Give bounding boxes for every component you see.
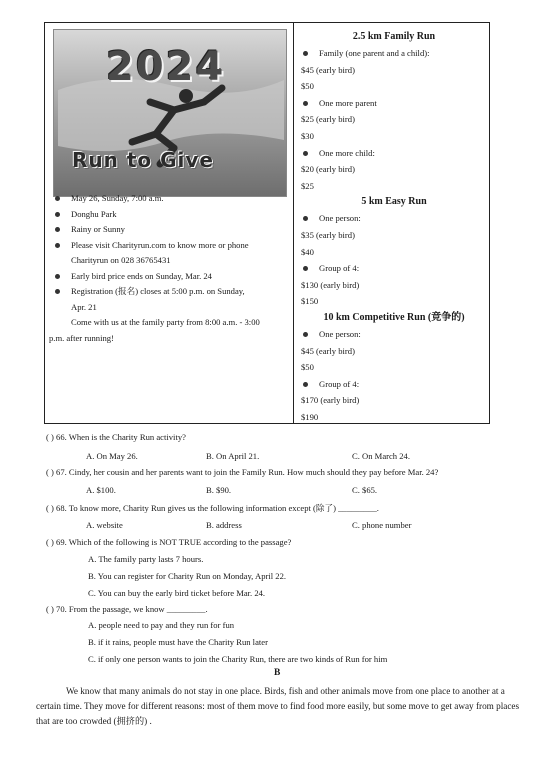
price-list — [301, 29, 487, 425]
section-b-heading: B — [274, 668, 281, 678]
bullet-icon — [303, 51, 308, 56]
bullet-icon — [55, 212, 60, 217]
list-item: Registration (报名) closes at 5:00 p.m. on Sunday, — [53, 284, 289, 300]
q69-option-a: A. The family party lasts 7 hours. — [88, 554, 204, 564]
bullet-icon — [55, 196, 60, 201]
price-early: $45 (early bird) — [301, 64, 355, 75]
price-regular: $190 — [301, 411, 319, 422]
price-early: $130 (early bird) — [301, 279, 360, 290]
family-run-title: 2.5 km Family Run — [352, 31, 436, 42]
q70-option-a: A. people need to pay and they run for fun — [88, 620, 235, 630]
bullet-icon — [303, 101, 308, 106]
list-item: May 26, Sunday, 7:00 a.m. — [53, 191, 289, 207]
q69-option-b: B. You can register for Charity Run on Monday, April 22. — [88, 571, 287, 581]
q67-option-b: B. $90. — [206, 485, 232, 495]
q70-option-c: C. if only one person wants to join the Charity Run, there are two kinds of Run for him — [88, 654, 388, 664]
list-item: One more child: — [301, 145, 487, 162]
q69-option-c: C. You can buy the early bird ticket before Mar. 24. — [88, 588, 266, 598]
q67-option-c: C. $65. — [352, 485, 378, 495]
price-early: $25 (early bird) — [301, 114, 355, 125]
list-item: Group of 4: — [301, 376, 487, 393]
price-regular: $150 — [301, 296, 319, 307]
list-item-continued: Charityrun on 028 36765431 — [71, 255, 171, 265]
bullet-icon — [55, 274, 60, 279]
bullet-icon — [55, 243, 60, 248]
bullet-icon — [55, 227, 60, 232]
list-item-continued: Apr. 21 — [71, 301, 97, 312]
event-info-list — [49, 191, 289, 346]
question-68: ( ) 68. To know more, Charity Run gives us the following information except (除了) _________. — [46, 503, 379, 513]
q66-option-a: A. On May 26. — [86, 451, 138, 461]
price-early: $35 (early bird) — [301, 229, 355, 240]
poster-image — [53, 29, 287, 197]
q68-option-c: C. phone number — [352, 520, 412, 530]
q68-option-b: B. address — [206, 520, 242, 530]
price-early: $170 (early bird) — [301, 395, 360, 406]
q68-option-a: A. website — [86, 520, 123, 530]
price-regular: $30 — [301, 130, 314, 141]
bullet-icon — [303, 266, 308, 271]
bullet-icon — [303, 332, 308, 337]
price-regular: $40 — [301, 246, 314, 257]
list-item: Early bird price ends on Sunday, Mar. 24 — [53, 269, 289, 285]
charity-run-notice — [44, 22, 490, 424]
list-item: Family (one parent and a child): — [301, 45, 487, 62]
bullet-icon — [303, 151, 308, 156]
price-early: $20 (early bird) — [301, 164, 355, 175]
easy-run-title: 5 km Easy Run — [361, 196, 427, 208]
price-regular: $25 — [301, 180, 314, 191]
poster-year: 2024 — [106, 44, 226, 90]
bullet-icon — [303, 216, 308, 221]
party-invite-cont: p.m. after running! — [49, 332, 114, 343]
price-regular: $50 — [301, 362, 314, 373]
bullet-icon — [55, 289, 60, 294]
list-item: One person: — [301, 210, 487, 227]
poster-slogan: Run to Give — [72, 148, 214, 172]
party-invite: Come with us at the family party from 8:00 a.m. - 3:00 — [71, 317, 260, 327]
question-69: ( ) 69. Which of the following is NOT TRUE according to the passage? — [46, 537, 292, 547]
question-66: ( ) 66. When is the Charity Run activity? — [46, 432, 186, 442]
list-item: Rainy or Sunny — [53, 222, 289, 238]
question-70: ( ) 70. From the passage, we know _________. — [46, 604, 208, 614]
section-b-paragraph: We know that many animals do not stay in one place. Birds, fish and other animals move from one place to another at a certain time. They move for different reasons: most of them move to find food more easily, but some move to get away from places that are too crowded (拥挤的) . — [36, 686, 520, 726]
price-early: $45 (early bird) — [301, 345, 355, 356]
question-67: ( ) 67. Cindy, her cousin and her parents want to join the Family Run. How much should they pay before Mar. 24? — [46, 467, 439, 477]
q66-option-c: C. On March 24. — [352, 451, 410, 461]
column-divider — [293, 23, 294, 423]
competitive-run-title: 10 km Competitive Run (竞争的) — [323, 311, 465, 323]
list-item: One more parent — [301, 95, 487, 112]
q70-option-b: B. if it rains, people must have the Charity Run later — [88, 637, 268, 647]
q67-option-a: A. $100. — [86, 485, 116, 495]
list-item: Please visit Charityrun.com to know more or phone — [53, 238, 289, 254]
price-regular: $50 — [301, 81, 314, 92]
list-item: Donghu Park — [53, 207, 289, 223]
q66-option-b: B. On April 21. — [206, 451, 260, 461]
bullet-icon — [303, 382, 308, 387]
list-item: One person: — [301, 326, 487, 343]
list-item: Group of 4: — [301, 260, 487, 277]
